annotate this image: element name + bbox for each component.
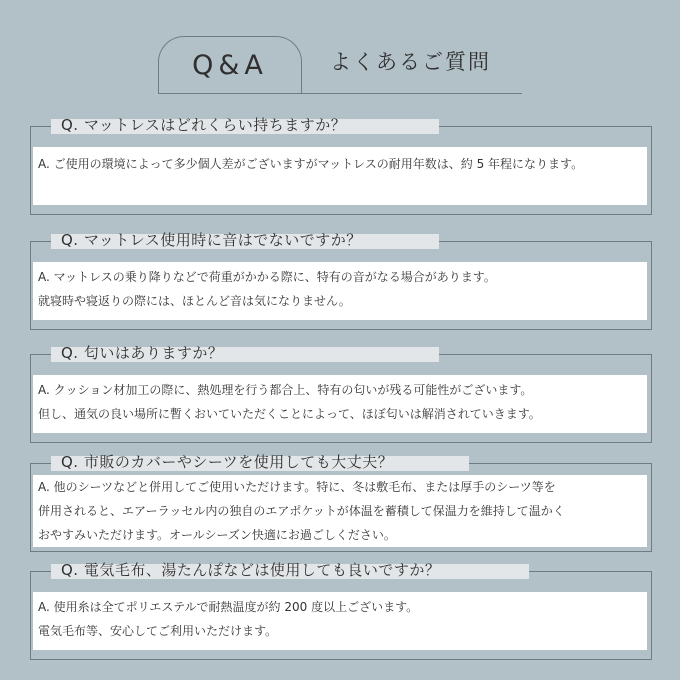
page-title: よくあるご質問	[330, 50, 491, 74]
qa-item	[30, 231, 652, 330]
answer-line: 就寝時や寝返りの際には、ほとんど音は気になりません。	[38, 294, 351, 308]
question-text: Q. 市販のカバーやシーツを使用しても大丈夫？	[61, 453, 394, 471]
answer-line: A. 使用糸は全てポリエステルで耐熱温度が約 200 度以上ございます。	[38, 600, 419, 614]
answer-box	[33, 475, 647, 547]
answer-line: 電気毛布等、安心してご利用いただけます。	[38, 624, 278, 638]
question-text: Q. マットレスはどれくらい持ちますか？	[61, 116, 347, 134]
answer-box	[33, 375, 647, 433]
qa-item	[30, 561, 652, 660]
answer-box	[33, 592, 647, 650]
qa-item	[30, 453, 652, 552]
answer-line: A. ご使用の環境によって多少個人差がございますがマットレスの耐用年数は、約 5 年程になります。	[38, 157, 584, 171]
answer-line: A. クッション材加工の際に、熱処理を行う都合上、特有の匂いが残る可能性がございます。	[38, 383, 533, 397]
question-text: Q. 匂いはありますか？	[61, 344, 224, 362]
answer-line: おやすみいただけます。オールシーズン快適にお過ごしください。	[38, 528, 396, 542]
question-text: Q. 電気毛布、湯たんぽなどは使用しても良いですか？	[61, 561, 441, 579]
answer-box	[33, 147, 647, 205]
qa-item	[30, 344, 652, 443]
header-divider	[158, 93, 522, 94]
answer-line: 併用されると、エアーラッセル内の独自のエアポケットが体温を蓄積して保温力を維持して温かく	[38, 504, 565, 518]
answer-line: A. マットレスの乗り降りなどで荷重がかかる際に、特有の音がなる場合があります。	[38, 270, 496, 284]
question-text: Q. マットレス使用時に音はでないですか？	[61, 231, 362, 249]
qa-badge	[158, 36, 302, 94]
qa-item	[30, 116, 652, 215]
qa-badge-label: Q&A	[192, 50, 268, 81]
answer-line: A. 他のシーツなどと併用してご使用いただけます。特に、冬は敷毛布、または厚手のシーツ等を	[38, 480, 556, 494]
answer-box	[33, 262, 647, 320]
answer-line: 但し、通気の良い場所に暫くおいていただくことによって、ほぼ匂いは解消されていきます。	[38, 407, 541, 421]
